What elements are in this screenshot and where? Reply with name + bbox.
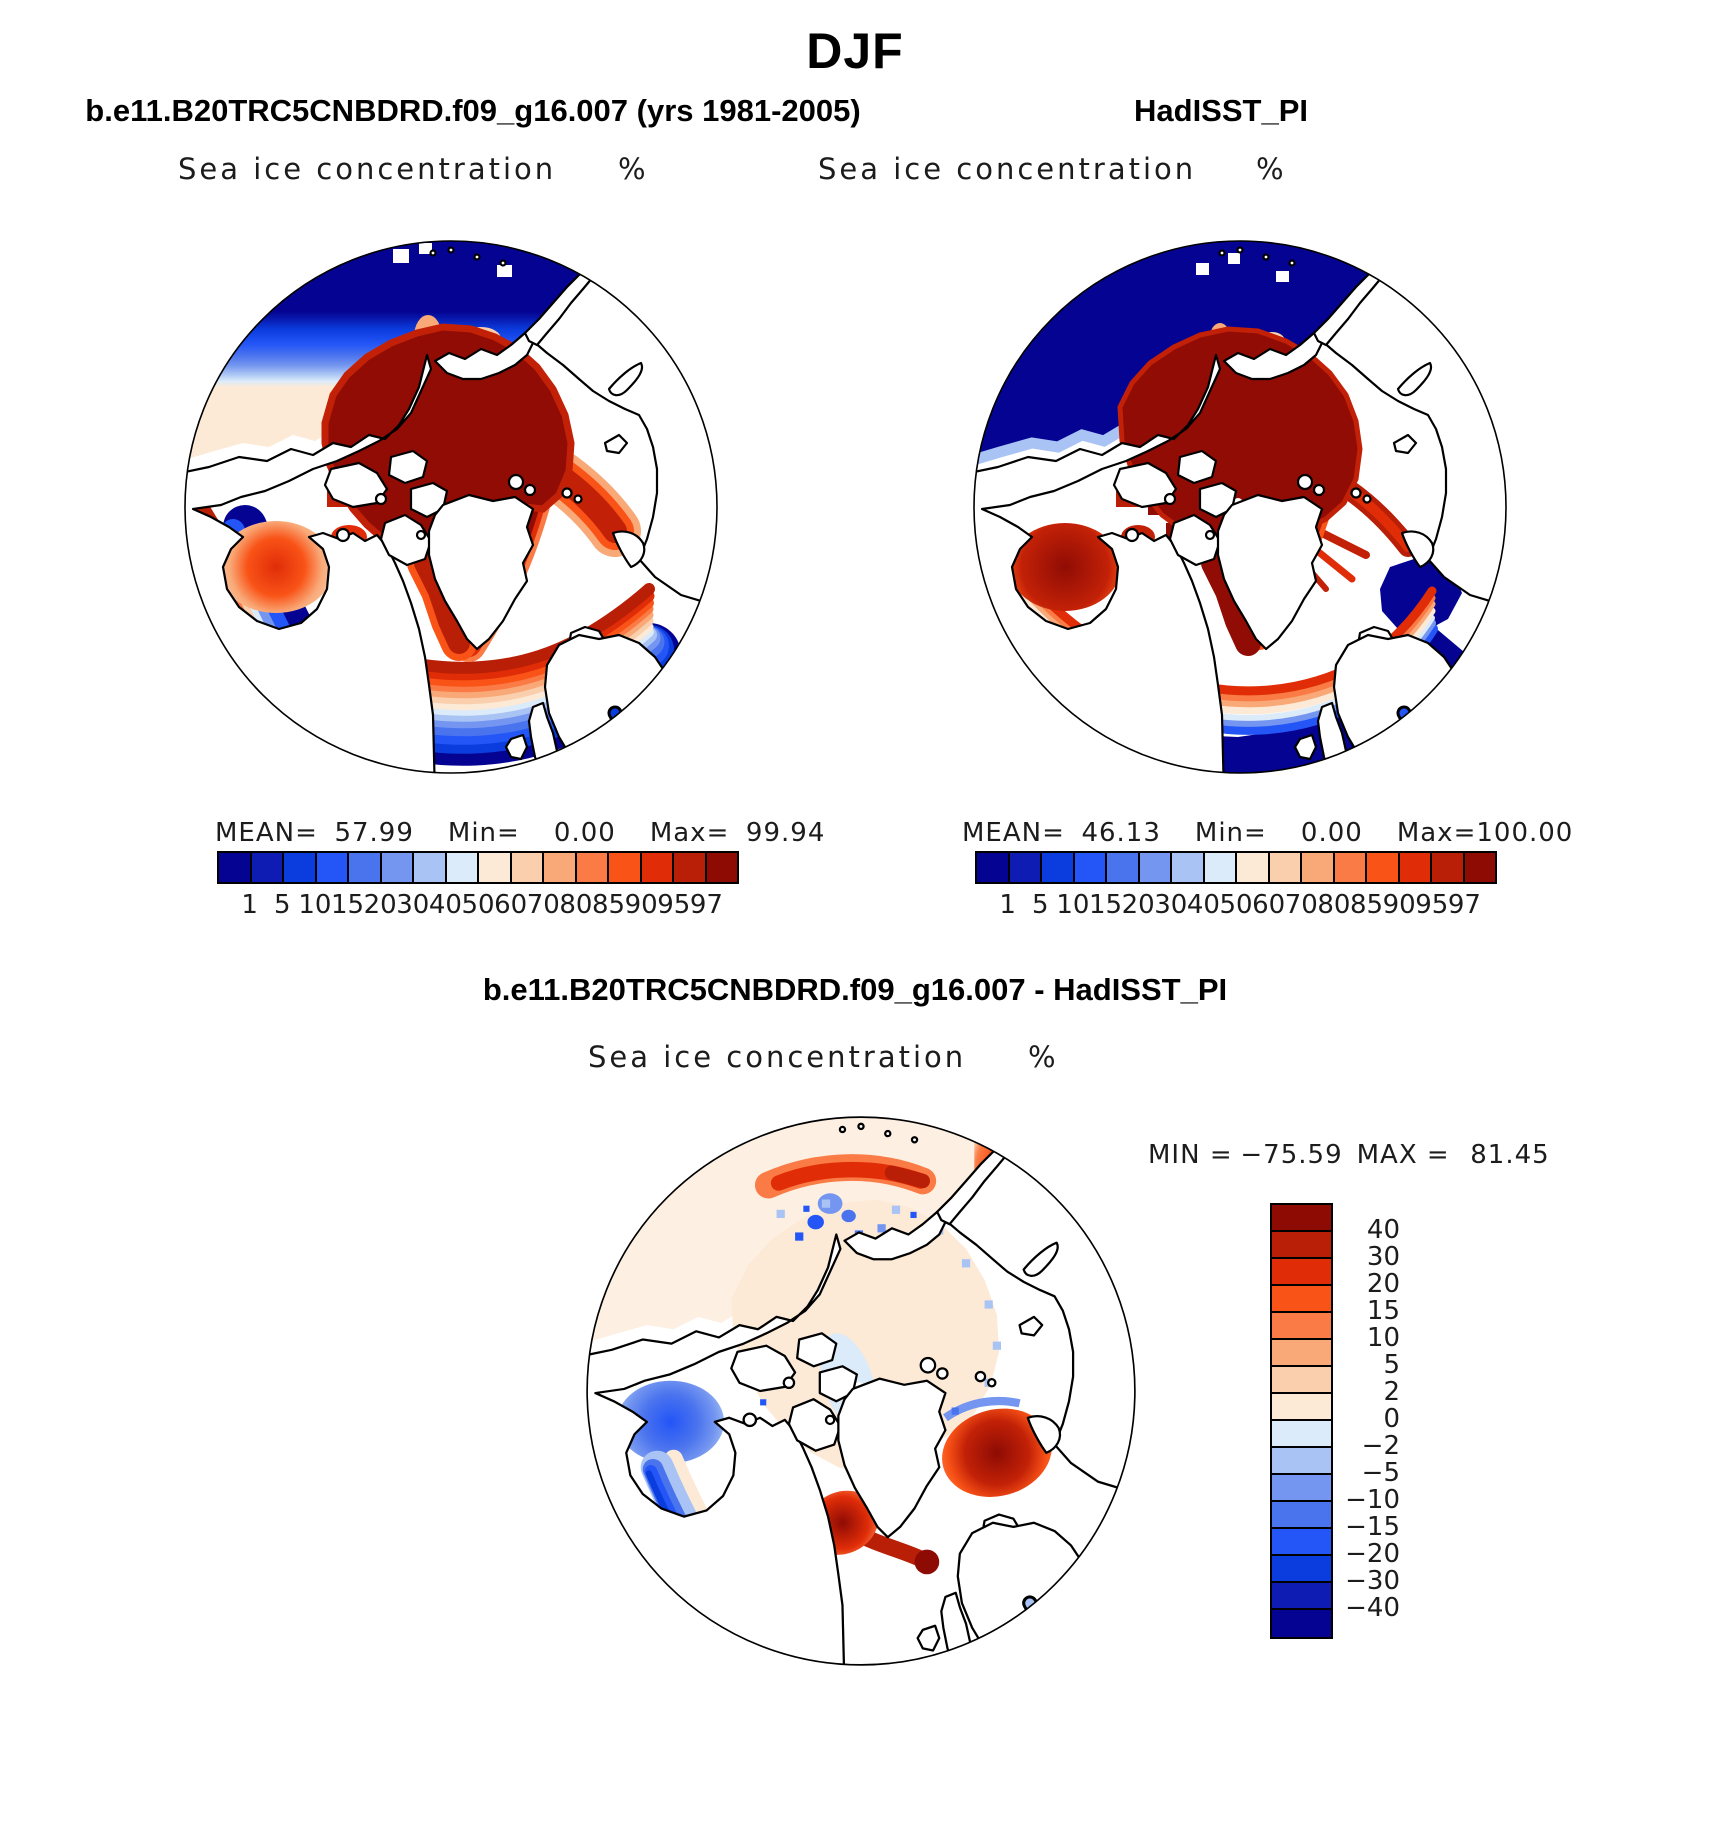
colorbar-tick-label: −15 [1345,1512,1400,1542]
colorbar-cell [512,853,545,882]
colorbar-tick-label: 15 [1366,1296,1400,1326]
diff-colorbar [1270,1203,1333,1639]
colorbar-cell [317,853,350,882]
colorbar-cell [252,853,285,882]
colorbar-tick-label: 95 [1415,890,1449,920]
colorbar-tick-label: 40 [428,890,462,920]
colorbar-tick-label: −40 [1345,1593,1400,1623]
obs-colorbar-ticks [975,890,1497,920]
colorbar-cell [1272,1286,1331,1313]
colorbar-cell [1075,853,1108,882]
colorbar-tick-label: 15 [330,890,365,920]
colorbar-tick-label: 20 [363,890,397,920]
colorbar-tick-label: 1 [241,890,258,920]
colorbar-cell [1465,853,1496,882]
colorbar-cell [1205,853,1238,882]
colorbar-tick-label: 90 [1382,890,1416,920]
colorbar-cell [1272,1394,1331,1421]
colorbar-tick-label: 1 [999,890,1016,920]
model-field-label: Sea ice concentration [178,152,557,186]
colorbar-cell [219,853,252,882]
colorbar-cell [577,853,610,882]
colorbar-cell [1432,853,1465,882]
colorbar-cell [1272,1205,1331,1232]
colorbar-tick-label: 80 [1317,890,1351,920]
obs-panel-title: HadISST_PI [1134,93,1308,128]
colorbar-tick-label: 0 [1383,1404,1400,1434]
colorbar-cell [1272,1313,1331,1340]
diff-range: MIN = −75.59 MAX = 81.45 [1148,1140,1550,1170]
colorbar-cell [1272,1610,1331,1637]
colorbar-tick-label: 10 [1056,890,1090,920]
colorbar-cell [1272,1529,1331,1556]
page-title: DJF [806,23,904,79]
colorbar-tick-label: 30 [396,890,430,920]
colorbar-cell [1272,1367,1331,1394]
diff-field-label: Sea ice concentration [588,1040,967,1074]
colorbar-tick-label: 97 [689,890,723,920]
colorbar-tick-label: 95 [657,890,691,920]
colorbar-cell [1272,1340,1331,1367]
colorbar-tick-label: 30 [1366,1242,1400,1272]
colorbar-tick-label: 97 [1447,890,1481,920]
colorbar-cell [447,853,480,882]
colorbar-cell [1140,853,1173,882]
colorbar-tick-label: 10 [298,890,332,920]
diff-panel-title: b.e11.B20TRC5CNBDRD.f09_g16.007 - HadISST_PI [482,972,1228,1007]
colorbar-tick-label: 20 [1366,1269,1400,1299]
colorbar-cell [1272,1556,1331,1583]
colorbar-cell [479,853,512,882]
colorbar-tick-label: 50 [1219,890,1253,920]
model-colorbar [217,851,739,884]
colorbar-tick-label: 15 [1088,890,1123,920]
colorbar-tick-label: 5 [273,890,291,920]
colorbar-cell [414,853,447,882]
colorbar-cell [1042,853,1075,882]
colorbar-cell [1272,1502,1331,1529]
colorbar-tick-label: −5 [1361,1458,1400,1488]
colorbar-cell [1367,853,1400,882]
colorbar-cell [284,853,317,882]
colorbar-tick-label: 10 [1366,1323,1400,1353]
colorbar-cell [1302,853,1335,882]
colorbar-cell [1270,853,1303,882]
diff-map [583,1113,1139,1669]
colorbar-tick-label: −30 [1345,1566,1400,1596]
colorbar-tick-label: −2 [1361,1431,1400,1461]
obs-colorbar [975,851,1497,884]
obs-stats: MEAN= 46.13 Min= 0.00 Max=100.00 [962,818,1574,848]
colorbar-tick-label: −10 [1345,1485,1400,1515]
model-map [181,237,721,777]
colorbar-cell [1107,853,1140,882]
colorbar-cell [642,853,675,882]
colorbar-cell [1272,1232,1331,1259]
colorbar-cell [707,853,738,882]
colorbar-cell [1335,853,1368,882]
colorbar-cell [674,853,707,882]
model-stats: MEAN= 57.99 Min= 0.00 Max= 99.94 [215,818,826,848]
colorbar-cell [544,853,577,882]
colorbar-cell [1172,853,1205,882]
colorbar-cell [1010,853,1043,882]
obs-map [970,237,1510,777]
colorbar-tick-label: 70 [526,890,560,920]
obs-units-label: % [1256,152,1287,186]
colorbar-tick-label: 60 [1252,890,1286,920]
colorbar-cell [609,853,642,882]
colorbar-tick-label: 40 [1366,1215,1400,1245]
colorbar-cell [382,853,415,882]
colorbar-tick-label: 30 [1154,890,1188,920]
obs-field-label: Sea ice concentration [818,152,1197,186]
colorbar-cell [1400,853,1433,882]
colorbar-cell [1272,1259,1331,1286]
colorbar-tick-label: 20 [1121,890,1155,920]
model-panel-title: b.e11.B20TRC5CNBDRD.f09_g16.007 (yrs 1981-2005) [85,93,861,128]
colorbar-tick-label: 80 [559,890,593,920]
colorbar-tick-label: 40 [1186,890,1220,920]
diff-units-label: % [1028,1040,1059,1074]
colorbar-tick-label: 60 [494,890,528,920]
colorbar-tick-label: 5 [1383,1350,1400,1380]
colorbar-cell [1272,1583,1331,1610]
colorbar-cell [977,853,1010,882]
colorbar-tick-label: 90 [624,890,658,920]
colorbar-cell [349,853,382,882]
colorbar-cell [1272,1475,1331,1502]
colorbar-cell [1272,1421,1331,1448]
colorbar-tick-label: 85 [1349,890,1384,920]
model-units-label: % [618,152,649,186]
colorbar-tick-label: 50 [461,890,495,920]
colorbar-tick-label: 5 [1031,890,1049,920]
colorbar-tick-label: −20 [1345,1539,1400,1569]
colorbar-tick-label: 85 [591,890,626,920]
colorbar-tick-label: 70 [1284,890,1318,920]
colorbar-cell [1272,1448,1331,1475]
colorbar-tick-label: 2 [1383,1377,1400,1407]
model-colorbar-ticks [217,890,739,920]
colorbar-cell [1237,853,1270,882]
